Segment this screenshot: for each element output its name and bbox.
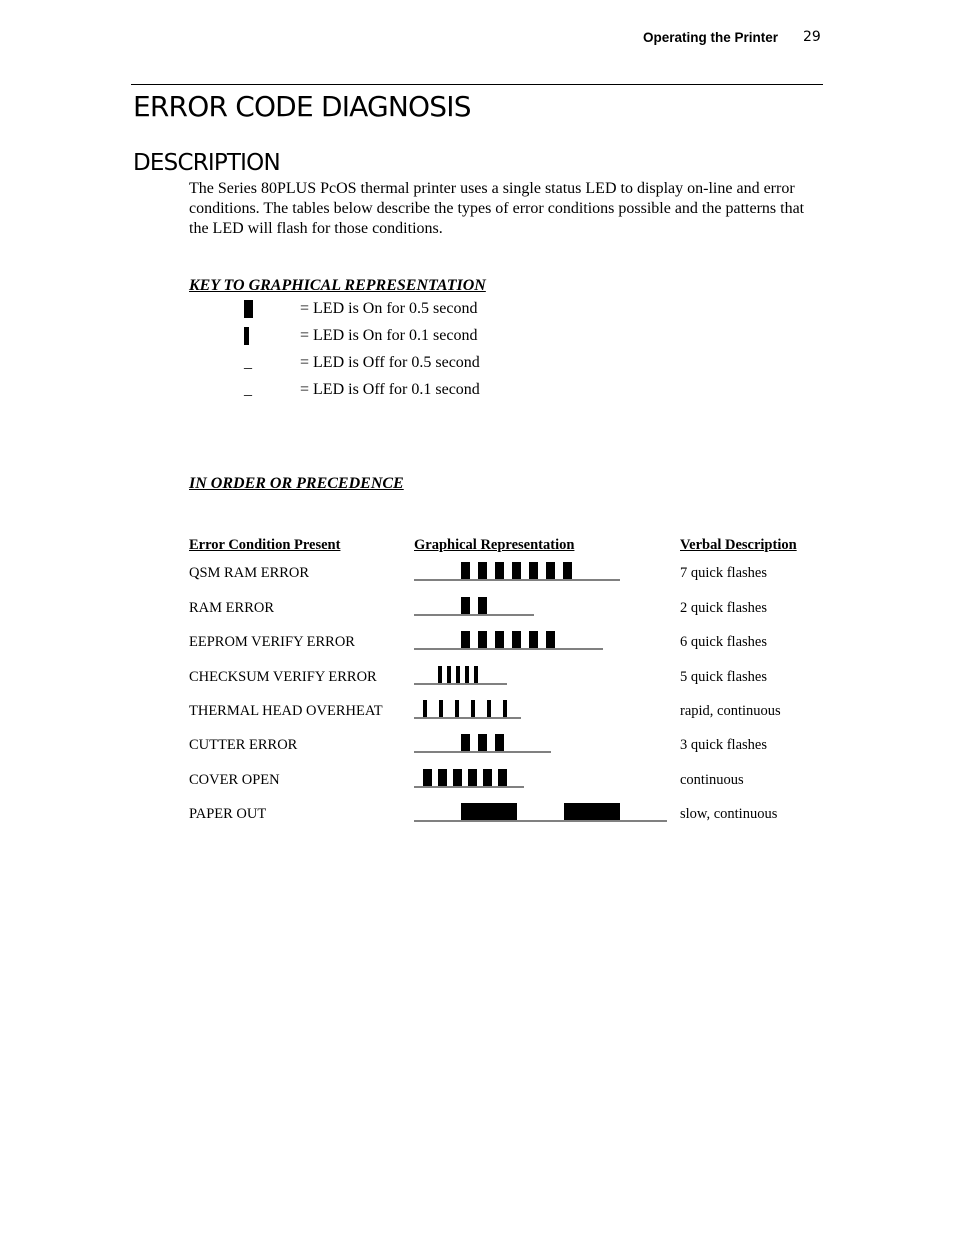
table-row xyxy=(0,669,954,691)
condition-cell: CHECKSUM VERIFY ERROR xyxy=(189,669,377,685)
key-item xyxy=(189,381,829,403)
key-item xyxy=(189,327,829,349)
condition-cell: THERMAL HEAD OVERHEAT xyxy=(189,703,383,719)
intro-paragraph: The Series 80PLUS PcOS thermal printer uses a single status LED to display on-line and error conditions. The tables below describe the types of error conditions possible and the patterns that the LED will flash for those conditions. xyxy=(189,180,805,237)
description-cell: 7 quick flashes xyxy=(680,565,767,581)
table-row xyxy=(0,600,954,622)
table-row xyxy=(0,565,954,587)
led-pattern xyxy=(414,630,609,652)
led-pattern xyxy=(414,561,624,583)
column-header-description: Verbal Description xyxy=(680,537,797,553)
table-row xyxy=(0,703,954,725)
table-row xyxy=(0,634,954,656)
key-heading: KEY TO GRAPHICAL REPRESENTATION xyxy=(189,277,486,294)
page-title: ERROR CODE DIAGNOSIS xyxy=(133,90,471,123)
led-pattern xyxy=(414,802,672,824)
led-on-long-symbol xyxy=(244,300,253,320)
key-item-text: = LED is Off for 0.5 second xyxy=(300,354,480,371)
page-number: 29 xyxy=(803,29,821,45)
condition-cell: COVER OPEN xyxy=(189,772,280,788)
condition-cell: RAM ERROR xyxy=(189,600,275,616)
led-pattern xyxy=(414,768,529,790)
led-pattern xyxy=(414,596,539,618)
led-pattern xyxy=(414,699,526,721)
column-header-condition: Error Condition Present xyxy=(189,537,341,553)
led-pattern xyxy=(414,665,514,687)
header-rule xyxy=(131,84,823,85)
led-on-short-symbol xyxy=(244,327,249,347)
key-item-text: = LED is On for 0.1 second xyxy=(300,327,478,344)
table-row xyxy=(0,737,954,759)
condition-cell: EEPROM VERIFY ERROR xyxy=(189,634,355,650)
description-cell: 6 quick flashes xyxy=(680,634,767,650)
section-heading: DESCRIPTION xyxy=(133,150,280,176)
description-cell: slow, continuous xyxy=(680,806,778,822)
led-pattern xyxy=(414,733,556,755)
running-header xyxy=(0,29,954,49)
description-cell: 2 quick flashes xyxy=(680,600,767,616)
header-section-title: Operating the Printer xyxy=(642,30,778,45)
description-cell: 3 quick flashes xyxy=(680,737,767,753)
table-row xyxy=(0,806,954,828)
description-cell: rapid, continuous xyxy=(680,703,781,719)
condition-cell: PAPER OUT xyxy=(189,806,267,822)
description-cell: 5 quick flashes xyxy=(680,669,767,685)
table-row xyxy=(0,772,954,794)
key-item xyxy=(189,354,829,376)
key-item-text: = LED is Off for 0.1 second xyxy=(300,381,480,398)
description-cell: continuous xyxy=(680,772,744,788)
led-off-long-symbol: _ xyxy=(244,354,252,371)
key-item-text: = LED is On for 0.5 second xyxy=(300,300,478,317)
precedence-heading: IN ORDER OR PRECEDENCE xyxy=(189,475,404,492)
key-item xyxy=(189,300,829,322)
led-off-short-symbol: _ xyxy=(244,381,252,398)
column-header-graphic: Graphical Representation xyxy=(414,537,575,553)
condition-cell: CUTTER ERROR xyxy=(189,737,298,753)
condition-cell: QSM RAM ERROR xyxy=(189,565,310,581)
